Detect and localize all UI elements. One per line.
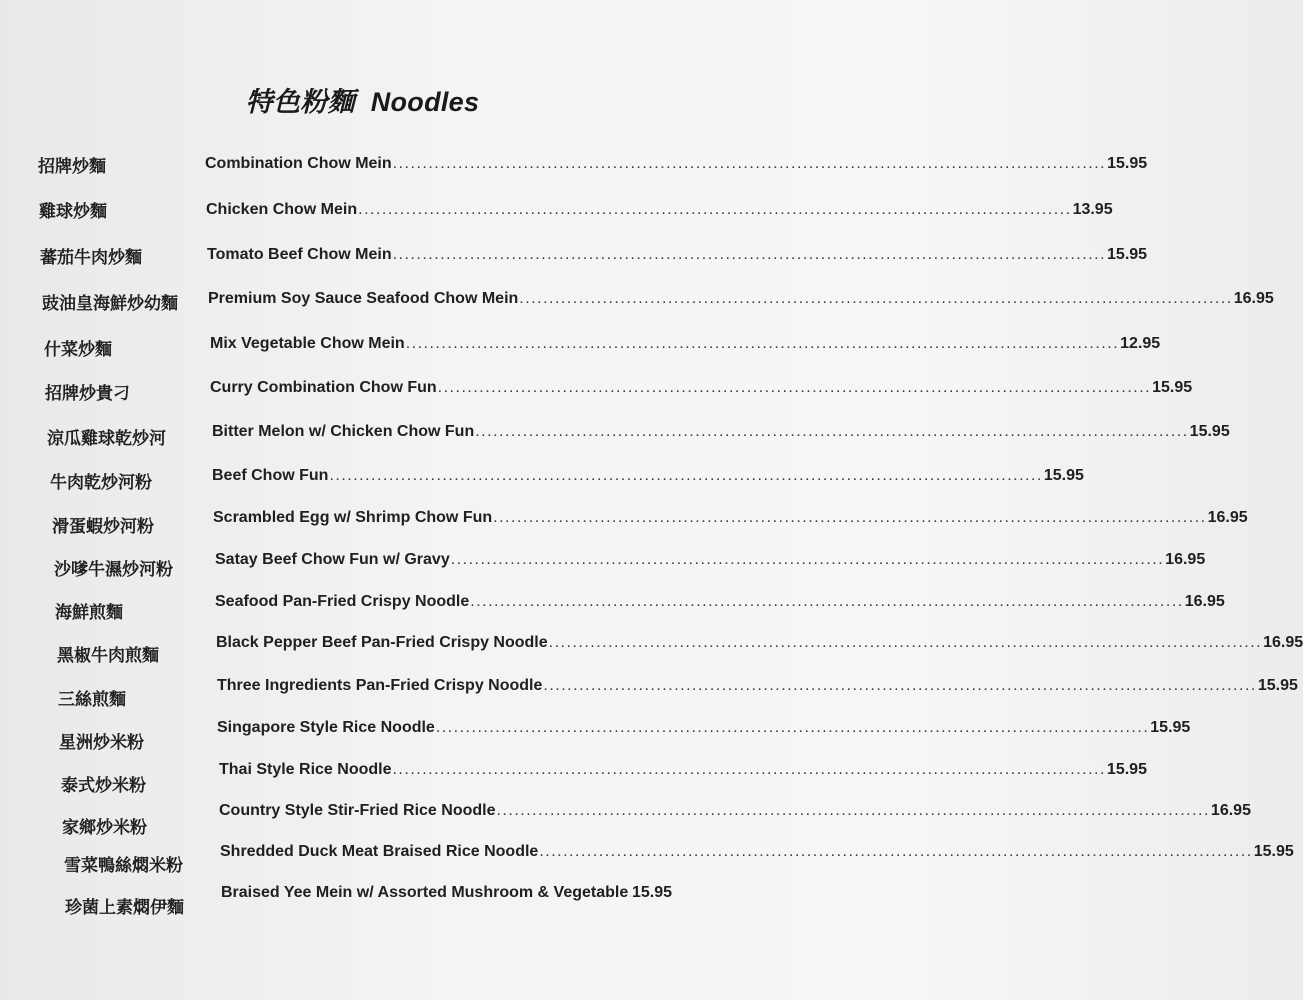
- item-english-name: Beef Chow Fun: [212, 467, 329, 484]
- item-chinese-name: 什菜炒麵: [44, 340, 112, 359]
- item-english-name: Combination Chow Mein: [205, 155, 392, 172]
- item-chinese-name: 珍菌上素燜伊麵: [65, 898, 184, 917]
- item-english-line: [219, 802, 1251, 820]
- item-chinese-name: 泰式炒米粉: [61, 776, 146, 795]
- item-english-name: Bitter Melon w/ Chicken Chow Fun: [212, 423, 475, 440]
- item-english-name: Singapore Style Rice Noodle: [217, 719, 435, 736]
- dot-leader: ........................................................................................................................: [543, 677, 1257, 694]
- item-english-line: [221, 884, 672, 902]
- dot-leader: ........................................................................................................................: [392, 761, 1106, 778]
- item-english-name: Satay Beef Chow Fun w/ Gravy: [215, 551, 450, 568]
- item-chinese-name: 沙嗲牛濕炒河粉: [54, 560, 173, 579]
- title-chinese: 特色粉麵: [245, 87, 355, 117]
- item-price: 15.95: [1043, 467, 1084, 484]
- dot-leader: ........................................................................................................................: [329, 467, 1043, 484]
- dot-leader: ........................................................................................................................: [496, 802, 1210, 819]
- item-english-line: [212, 423, 1230, 441]
- item-chinese-name: 家鄉炒米粉: [62, 818, 147, 837]
- dot-leader: ........................................................................................................................: [493, 509, 1207, 526]
- item-price: 16.95: [1165, 551, 1206, 568]
- menu-section-title: [0, 80, 725, 119]
- item-price: 15.95: [1107, 246, 1148, 263]
- item-english-name: Premium Soy Sauce Seafood Chow Mein: [208, 290, 519, 307]
- item-price: 15.95: [1106, 761, 1147, 778]
- item-price: 16.95: [1184, 593, 1225, 610]
- item-english-name: Curry Combination Chow Fun: [210, 379, 437, 396]
- item-english-name: Braised Yee Mein w/ Assorted Mushroom & Vegetable: [221, 884, 629, 901]
- item-english-line: [210, 335, 1161, 353]
- item-english-name: Shredded Duck Meat Braised Rice Noodle: [220, 843, 539, 860]
- item-price: 16.95: [1210, 802, 1251, 819]
- dot-leader: ........................................................................................................................: [392, 246, 1107, 263]
- dot-leader: ........................................................................................................................: [450, 551, 1165, 568]
- item-english-line: [217, 719, 1191, 737]
- item-chinese-name: 招牌炒麵: [38, 157, 106, 176]
- item-price: 16.95: [1233, 290, 1274, 307]
- item-english-name: Tomato Beef Chow Mein: [207, 246, 392, 263]
- item-chinese-name: 滑蛋蝦炒河粉: [52, 517, 154, 536]
- dot-leader: [629, 884, 631, 902]
- dot-leader: ........................................................................................................................: [435, 719, 1150, 736]
- item-english-line: [217, 677, 1298, 695]
- item-english-line: [210, 379, 1193, 397]
- item-chinese-name: 黑椒牛肉煎麵: [57, 646, 159, 665]
- dot-leader: ........................................................................................................................: [475, 423, 1189, 440]
- item-price: 15.95: [1152, 379, 1193, 396]
- item-chinese-name: 招牌炒貴刁: [45, 384, 130, 403]
- item-english-line: [219, 761, 1147, 779]
- item-english-name: Black Pepper Beef Pan-Fried Crispy Noodle: [216, 634, 548, 651]
- title-english: Noodles: [370, 87, 480, 117]
- item-chinese-name: 三絲煎麵: [58, 690, 126, 709]
- item-price: 15.95: [631, 884, 672, 901]
- item-english-line: [206, 201, 1113, 219]
- dot-leader: ........................................................................................................................: [519, 290, 1233, 307]
- item-english-line: [207, 246, 1148, 264]
- item-chinese-name: 雞球炒麵: [39, 202, 107, 221]
- dot-leader: ........................................................................................................................: [548, 634, 1263, 651]
- item-english-name: Chicken Chow Mein: [206, 201, 358, 218]
- item-chinese-name: 海鮮煎麵: [55, 603, 123, 622]
- item-english-line: [205, 155, 1148, 173]
- item-english-name: Three Ingredients Pan-Fried Crispy Noodle: [217, 677, 543, 694]
- item-english-name: Seafood Pan-Fried Crispy Noodle: [215, 593, 470, 610]
- item-chinese-name: 蕃茄牛肉炒麵: [40, 248, 142, 267]
- item-price: 15.95: [1253, 843, 1294, 860]
- item-english-line: [208, 290, 1274, 308]
- item-chinese-name: 豉油皇海鮮炒幼麵: [42, 294, 178, 313]
- item-price: 13.95: [1072, 201, 1113, 218]
- item-english-line: [213, 509, 1248, 527]
- item-price: 15.95: [1107, 155, 1148, 172]
- item-english-name: Thai Style Rice Noodle: [219, 761, 392, 778]
- item-english-line: [212, 467, 1084, 485]
- dot-leader: ........................................................................................................................: [437, 379, 1152, 396]
- item-chinese-name: 涼瓜雞球乾炒河: [47, 429, 166, 448]
- dot-leader: ........................................................................................................................: [358, 201, 1072, 218]
- item-english-line: [215, 551, 1206, 569]
- item-english-line: [220, 843, 1294, 861]
- item-price: 15.95: [1189, 423, 1230, 440]
- item-chinese-name: 星洲炒米粉: [59, 733, 144, 752]
- item-chinese-name: 雪菜鴨絲燜米粉: [64, 856, 183, 875]
- item-english-line: [215, 593, 1225, 611]
- item-price: 16.95: [1263, 634, 1303, 651]
- item-price: 16.95: [1207, 509, 1248, 526]
- item-price: 15.95: [1257, 677, 1298, 694]
- item-price: 15.95: [1150, 719, 1191, 736]
- item-english-name: Mix Vegetable Chow Mein: [210, 335, 405, 352]
- item-price: 12.95: [1120, 335, 1161, 352]
- dot-leader: ........................................................................................................................: [392, 155, 1107, 172]
- item-chinese-name: 牛肉乾炒河粉: [50, 473, 152, 492]
- item-english-line: [216, 634, 1303, 652]
- item-english-name: Country Style Stir-Fried Rice Noodle: [219, 802, 496, 819]
- dot-leader: ........................................................................................................................: [539, 843, 1253, 860]
- dot-leader: ........................................................................................................................: [405, 335, 1120, 352]
- dot-leader: ........................................................................................................................: [470, 593, 1184, 610]
- item-english-name: Scrambled Egg w/ Shrimp Chow Fun: [213, 509, 493, 526]
